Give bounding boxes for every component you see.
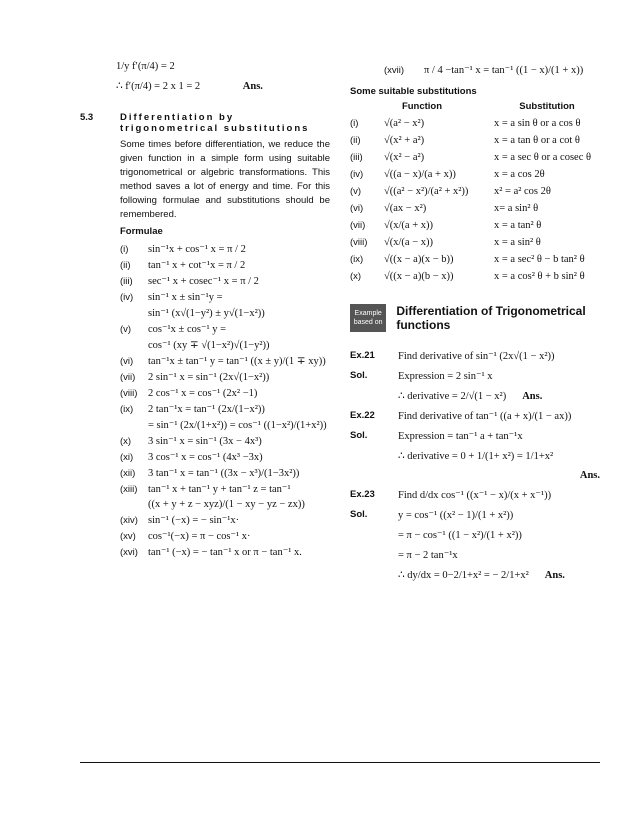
subs-func: √(ax − x²) bbox=[384, 203, 427, 214]
formulae-list bbox=[120, 243, 330, 558]
example-value bbox=[398, 569, 600, 581]
formula-row bbox=[120, 387, 330, 399]
formula-row bbox=[120, 467, 330, 479]
example-value: Find derivative of sin⁻¹ (2x√(1 − x²)) bbox=[398, 351, 555, 362]
formula-label: (x) bbox=[120, 435, 132, 447]
subs-table bbox=[350, 118, 600, 282]
formula-row bbox=[120, 403, 330, 415]
subs-label: (vii) bbox=[350, 220, 366, 231]
subs-sub: x = a tan² θ bbox=[494, 220, 542, 231]
formula-label: (xii) bbox=[120, 467, 136, 479]
subs-sub: x = a tan θ or a cot θ bbox=[494, 135, 580, 146]
formula-label: (iii) bbox=[120, 275, 133, 287]
formula-text: 3 sin⁻¹ x = sin⁻¹ (3x − 4x³) bbox=[148, 436, 262, 447]
subs-col-function: Function bbox=[401, 101, 443, 112]
formula-text: cos⁻¹ (xy ∓ √(1−x²)√(1−y²)) bbox=[148, 340, 270, 351]
subs-func: √(a² − x²) bbox=[384, 118, 425, 129]
formula-text: tan⁻¹ x + tan⁻¹ y + tan⁻¹ z = tan⁻¹ bbox=[148, 484, 291, 495]
formula-label: (xiv) bbox=[120, 514, 138, 526]
example-value: Expression = tan⁻¹ a + tan⁻¹x bbox=[398, 431, 523, 442]
section-number: 5.3 bbox=[80, 112, 94, 123]
section-paragraph: Some times before differentiation, we reduce the given function in a simple form using suitable trigonometrical or algebric transformations. This method saves a lot of energy and time. For this following formulae and substitutions should be remembered. bbox=[120, 139, 330, 220]
footer-rule bbox=[80, 762, 600, 763]
subs-sub: x² = a² cos 2θ bbox=[494, 186, 551, 197]
formula-text: tan⁻¹ x + cot⁻¹x = π / 2 bbox=[148, 260, 246, 271]
example-key: Ex.23 bbox=[350, 489, 375, 500]
example-key bbox=[350, 390, 398, 402]
formula-text: 2 cos⁻¹ x = cos⁻¹ (2x² −1) bbox=[148, 388, 258, 399]
example-value: = π − 2 tan⁻¹x bbox=[398, 550, 458, 561]
example-value: Find derivative of tan⁻¹ ((a + x)/(1 − ax)) bbox=[398, 411, 572, 422]
formula-row bbox=[120, 483, 330, 495]
example-value: ∴ derivative = 0 + 1/(1+ x²) = 1/1+x² bbox=[398, 451, 554, 462]
subs-func: √(x² − a²) bbox=[384, 152, 425, 163]
subs-row bbox=[350, 118, 600, 129]
formula-text: sin⁻¹ x ± sin⁻¹y = bbox=[148, 292, 223, 303]
section-header bbox=[80, 112, 330, 237]
subs-row bbox=[350, 237, 600, 248]
subs-row bbox=[350, 152, 600, 163]
formula-label: (viii) bbox=[120, 387, 138, 399]
example-key: Ex.21 bbox=[350, 350, 375, 361]
subs-label: (ii) bbox=[350, 135, 361, 146]
subs-label: (v) bbox=[350, 186, 362, 197]
formula-row bbox=[120, 323, 330, 335]
subs-sub: x = a cos² θ + b sin² θ bbox=[494, 271, 585, 282]
formula-text: = sin⁻¹ (2x/(1+x²)) = cos⁻¹ ((1−x²)/(1+x²)) bbox=[148, 420, 327, 431]
formula-text: cos⁻¹(−x) = π − cos⁻¹ x· bbox=[148, 531, 251, 542]
subs-col-substitution: Substitution bbox=[519, 101, 575, 112]
example-key: Sol. bbox=[350, 370, 368, 381]
right-column bbox=[350, 60, 600, 589]
example-value: = π − cos⁻¹ ((1 − x²)/(1 + x²)) bbox=[398, 530, 522, 541]
formula-row bbox=[120, 499, 330, 510]
formula-label: (iv) bbox=[120, 291, 134, 303]
formula-xvii-text: π / 4 −tan⁻¹ x = tan⁻¹ ((1 − x)/(1 + x)) bbox=[424, 65, 584, 76]
example-banner bbox=[350, 304, 600, 332]
left-column bbox=[80, 60, 330, 562]
top-line-2-text: ∴ f′(π/4) = 2 x 1 = 2 bbox=[116, 81, 201, 92]
subs-label: (x) bbox=[350, 271, 362, 282]
example-key: Sol. bbox=[350, 509, 368, 520]
formulae-heading: Formulae bbox=[120, 226, 163, 237]
top-line-2 bbox=[116, 80, 330, 94]
formula-label: (xvi) bbox=[120, 546, 138, 558]
formula-row bbox=[120, 291, 330, 303]
example-line bbox=[350, 390, 600, 402]
example-line bbox=[350, 430, 600, 442]
formula-row bbox=[120, 451, 330, 463]
formula-row bbox=[120, 339, 330, 351]
example-key: Ex.22 bbox=[350, 410, 375, 421]
example-line bbox=[350, 370, 600, 382]
formula-row bbox=[120, 275, 330, 287]
formula-label: (ii) bbox=[120, 259, 131, 271]
example-line bbox=[350, 489, 600, 501]
subs-func: √((a − x)/(a + x)) bbox=[384, 169, 456, 180]
formula-text: ((x + y + z − xyz)/(1 − xy − yz − zx)) bbox=[148, 499, 305, 510]
example-key bbox=[350, 529, 398, 541]
subs-row bbox=[350, 220, 600, 231]
formula-text: tan⁻¹ (−x) = − tan⁻¹ x or π − tan⁻¹ x. bbox=[148, 547, 302, 558]
section-title: Differentiation by trigonometrical substitutions bbox=[120, 112, 310, 134]
example-value bbox=[398, 470, 600, 481]
example-line bbox=[350, 509, 600, 521]
formula-row bbox=[120, 435, 330, 447]
formula-label: (xv) bbox=[120, 530, 136, 542]
example-value: Find d/dx cos⁻¹ ((x⁻¹ − x)/(x + x⁻¹)) bbox=[398, 490, 552, 501]
formula-text: cos⁻¹x ± cos⁻¹ y = bbox=[148, 324, 227, 335]
formula-text: sin⁻¹x + cos⁻¹ x = π / 2 bbox=[148, 244, 246, 255]
subs-label: (viii) bbox=[350, 237, 368, 248]
subs-sub: x = a sin² θ bbox=[494, 237, 541, 248]
subs-func: √((x − a)(x − b)) bbox=[384, 254, 454, 265]
subs-func: √(x/(a + x)) bbox=[384, 220, 433, 231]
subs-sub: x = a sin θ or a cos θ bbox=[494, 118, 581, 129]
formula-label: (vii) bbox=[120, 371, 136, 383]
subs-row bbox=[350, 254, 600, 265]
example-line bbox=[350, 410, 600, 422]
top-answer-label: Ans. bbox=[242, 81, 263, 92]
subs-label: (vi) bbox=[350, 203, 364, 214]
example-value-text: ∴ dy/dx = 0−2/1+x² = − 2/1+x² bbox=[398, 570, 529, 581]
example-key bbox=[350, 450, 398, 462]
examples-list bbox=[350, 350, 600, 581]
formula-text: sin⁻¹ (x√(1−y²) ± y√(1−x²)) bbox=[148, 308, 265, 319]
formula-row bbox=[120, 307, 330, 319]
example-answer-label: Ans. bbox=[579, 470, 600, 481]
example-key: Sol. bbox=[350, 430, 368, 441]
example-value-text: ∴ derivative = 2/√(1 − x²) bbox=[398, 391, 507, 402]
formula-label: (xiii) bbox=[120, 483, 138, 495]
example-badge-line2: based on bbox=[353, 319, 383, 326]
subs-row bbox=[350, 271, 600, 282]
example-line bbox=[350, 350, 600, 362]
example-key bbox=[350, 549, 398, 561]
formula-text: 2 sin⁻¹ x = sin⁻¹ (2x√(1−x²)) bbox=[148, 372, 270, 383]
subs-func: √(x² + a²) bbox=[384, 135, 425, 146]
example-badge-line1: Example bbox=[354, 310, 382, 317]
formula-row bbox=[120, 355, 330, 367]
subs-sub: x = a sec θ or a cosec θ bbox=[494, 152, 592, 163]
formula-text: tan⁻¹x ± tan⁻¹ y = tan⁻¹ ((x ± y)/(1 ∓ xy)) bbox=[148, 356, 326, 367]
top-line-1: 1/y f′(π/4) = 2 bbox=[116, 61, 175, 72]
formula-row bbox=[120, 243, 330, 255]
example-answer-label: Ans. bbox=[544, 570, 565, 581]
example-answer-label: Ans. bbox=[522, 391, 543, 402]
subs-header bbox=[350, 101, 600, 112]
formula-label: (ix) bbox=[120, 403, 134, 415]
subs-row bbox=[350, 186, 600, 197]
example-banner-title: Differentiation of Trigonometrical functions bbox=[396, 304, 586, 332]
example-line bbox=[350, 450, 600, 462]
subs-heading: Some suitable substitutions bbox=[350, 86, 477, 97]
example-line bbox=[350, 569, 600, 581]
formula-label: (v) bbox=[120, 323, 132, 335]
formula-text: sec⁻¹ x + cosec⁻¹ x = π / 2 bbox=[148, 276, 259, 287]
subs-row bbox=[350, 203, 600, 214]
formula-text: 3 cos⁻¹ x = cos⁻¹ (4x³ −3x) bbox=[148, 452, 263, 463]
subs-label: (ix) bbox=[350, 254, 364, 265]
formula-label: (vi) bbox=[120, 355, 134, 367]
example-value: y = cos⁻¹ ((x² − 1)/(1 + x²)) bbox=[398, 510, 514, 521]
example-line bbox=[350, 529, 600, 541]
subs-sub: x = a cos 2θ bbox=[494, 169, 545, 180]
formula-row bbox=[120, 546, 330, 558]
formula-text: 3 tan⁻¹ x = tan⁻¹ ((3x − x³)/(1−3x²)) bbox=[148, 468, 300, 479]
formula-label: (i) bbox=[120, 243, 129, 255]
subs-label: (iii) bbox=[350, 152, 363, 163]
example-line bbox=[350, 549, 600, 561]
example-key bbox=[350, 470, 398, 481]
formula-label: (xi) bbox=[120, 451, 134, 463]
subs-row bbox=[350, 169, 600, 180]
subs-label: (iv) bbox=[350, 169, 364, 180]
subs-row bbox=[350, 135, 600, 146]
subs-func: √((x − a)(b − x)) bbox=[384, 271, 454, 282]
example-badge bbox=[350, 304, 386, 332]
subs-func: √(x/(a − x)) bbox=[384, 237, 433, 248]
subs-sub: x= a sin² θ bbox=[494, 203, 539, 214]
formula-xvii-row bbox=[384, 64, 600, 76]
formula-xvii-label: (xvii) bbox=[384, 64, 405, 76]
example-key bbox=[350, 569, 398, 581]
example-line bbox=[350, 470, 600, 481]
formula-row bbox=[120, 514, 330, 526]
subs-func: √((a² − x²)/(a² + x²)) bbox=[384, 186, 469, 197]
formula-text: 2 tan⁻¹x = tan⁻¹ (2x/(1−x²)) bbox=[148, 404, 265, 415]
formula-row bbox=[120, 530, 330, 542]
subs-sub: x = a sec² θ − b tan² θ bbox=[494, 254, 585, 265]
subs-label: (i) bbox=[350, 118, 359, 129]
example-value: Expression = 2 sin⁻¹ x bbox=[398, 371, 493, 382]
formula-row bbox=[120, 371, 330, 383]
formula-row bbox=[120, 419, 330, 431]
example-value bbox=[398, 390, 600, 402]
formula-row bbox=[120, 259, 330, 271]
formula-text: sin⁻¹ (−x) = − sin⁻¹x· bbox=[148, 515, 240, 526]
